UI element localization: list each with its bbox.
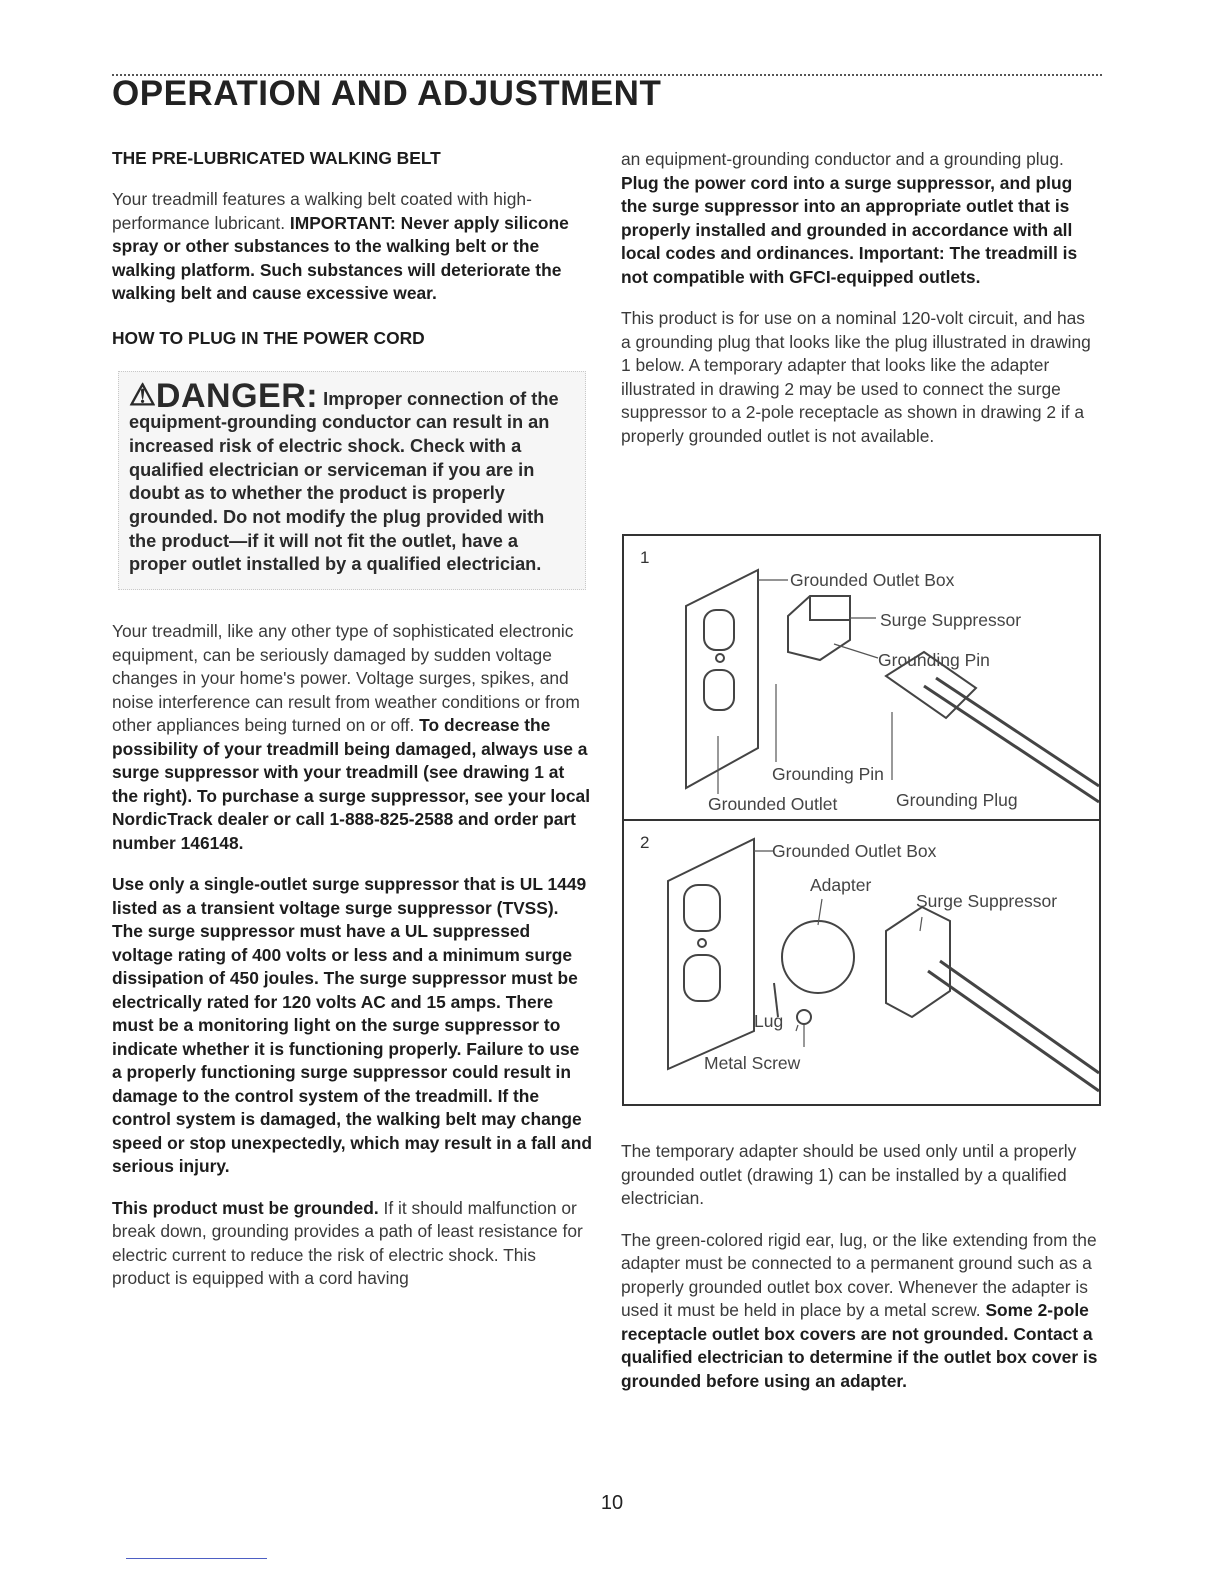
- grounding-text: If it should malfunction or break down, grounding provides a path of least resistance for electric current to reduce the risk of electric shock. This product is equipped with a cord having: [112, 1197, 583, 1289]
- page-number: 10: [600, 1492, 624, 1514]
- power-cord: [924, 686, 1099, 802]
- plug-paragraph: [621, 148, 1099, 289]
- power-cord-edge: [936, 678, 1099, 786]
- danger-box: [118, 371, 586, 591]
- drawing-2-number: 2: [640, 833, 650, 852]
- belt-text: Your treadmill features a walking belt coated with high-performance lubricant.: [112, 189, 532, 233]
- surge-suppressor-edge: [810, 596, 850, 620]
- danger-text: Improper connection of the equipment-grounding conductor can result in an increased risk of electric shock. Check with a qualified electrician or serviceman if you are in doubt as to whether the product is properly grounded. Do not modify the plug provided with the product—if it will not fit the outlet, have a proper outlet installed by a qualified electrician.: [129, 388, 559, 575]
- adapter-ground-paragraph: [621, 1229, 1099, 1394]
- cord-heading: HOW TO PLUG IN THE POWER CORD: [112, 327, 425, 348]
- surge-text: Your treadmill, like any other type of sophisticated electronic equipment, can be seriously damaged by sudden voltage changes in your home's power. Voltage surges, spikes, and noise interference can result from weather conditions or from other appliances being turned on or off.: [112, 621, 580, 736]
- outlet-box-plate: [686, 570, 758, 788]
- power-cord-2-edge: [940, 961, 1099, 1073]
- right-column: [621, 148, 1099, 466]
- belt-warning: IMPORTANT: Never apply silicone spray or other substances to the walking belt or the walking platform. Such substances will deteriorate the walking belt and cause excessive wear.: [112, 212, 569, 303]
- label-adapter: Adapter: [810, 875, 872, 895]
- outlet-box-plate-2: [668, 839, 754, 1069]
- leader-pin-top: [834, 644, 878, 658]
- leader-lug: [796, 1025, 798, 1031]
- drawing-2: [624, 819, 1099, 1104]
- surge-instruction: To decrease the possibility of your treadmill being damaged, always use a surge suppressor with your treadmill (see drawing 1 at the right). To purchase a surge suppressor, see your local NordicTrack dealer or call 1-888-825-2588 and order part number 146148.: [112, 715, 591, 853]
- right-column-lower: [621, 1140, 1099, 1411]
- belt-paragraph: [112, 188, 592, 306]
- plug-instruction: Plug the power cord into a surge suppressor, and plug the surge suppressor into an appropriate outlet that is properly installed and grounded in accordance with all local codes and ordinances. Important: The treadmill is not compatible with GFCI-equipped outlets.: [621, 172, 1078, 287]
- grounding-lead: This product must be grounded.: [112, 1197, 379, 1218]
- label-metal-screw: Metal Screw: [704, 1053, 801, 1073]
- circuit-paragraph: This product is for use on a nominal 120-volt circuit, and has a grounding plug that looks like the plug illustrated in drawing 1 below. A temporary adapter that looks like the adapter illustrated in drawing 2 may be used to connect the surge suppressor to a 2-pole receptacle as shown in drawing 2 if a properly grounded outlet is not available.: [621, 308, 1091, 446]
- label-grounding-pin-top: Grounding Pin: [878, 650, 990, 670]
- surge-paragraph: [112, 620, 592, 855]
- label-grounded-outlet-box-2: Grounded Outlet Box: [772, 841, 937, 861]
- adapter-ground-warning: Some 2-pole receptacle outlet box covers are not grounded. Contact a qualified electrician to determine if the outlet box cover is grounded before using an adapter.: [621, 1300, 1098, 1391]
- adapter-ground-text: The green-colored rigid ear, lug, or the like extending from the adapter must be connected to a permanent ground such as a properly grounded outlet box cover. Whenever the adapter is used it must be held in place by a metal screw.: [621, 1229, 1097, 1320]
- label-surge-suppressor: Surge Suppressor: [880, 610, 1022, 630]
- metal-screw-head: [797, 1010, 811, 1024]
- drawing-1-number: 1: [640, 548, 650, 567]
- label-grounding-plug: Grounding Plug: [896, 790, 1018, 810]
- upper-receptacle-2: [684, 885, 720, 931]
- leader-surge-2: [920, 917, 922, 931]
- surge-suppressor-body: [788, 596, 850, 660]
- left-column: [112, 148, 592, 1309]
- drawing-2-illustration: [624, 821, 1099, 1104]
- danger-label: DANGER:: [155, 376, 319, 415]
- warning-triangle-icon: ⚠: [129, 378, 156, 412]
- grounding-paragraph: [112, 1197, 592, 1291]
- suppressor-spec: Use only a single-outlet surge suppressor that is UL 1449 listed as a transient voltage surge suppressor (TVSS). The surge suppressor must have a UL suppressed voltage rating of 400 volts or less and a minimum surge dissipation of 450 joules. The surge suppressor must be electrically rated for 120 volts AC and 15 amps. There must be a monitoring light on the surge suppressor to indicate whether it is functioning properly. Failure to use a properly functioning surge suppressor could result in damage to the control system of the treadmill. If the control system is damaged, the walking belt may change speed or stop unexpectedly, which may result in a fall and serious injury.: [112, 874, 592, 1177]
- outlet-screw: [716, 654, 724, 662]
- label-grounded-outlet-box: Grounded Outlet Box: [790, 570, 955, 590]
- plug-text: an equipment-grounding conductor and a grounding plug.: [621, 149, 1064, 169]
- drawings-frame: [622, 534, 1101, 1106]
- adapter-body: [782, 921, 854, 993]
- label-lug: Lug: [754, 1011, 784, 1031]
- drawing-1: [624, 536, 1099, 819]
- footer-line: [126, 1558, 267, 1559]
- power-cord-2: [928, 971, 1099, 1091]
- upper-receptacle: [704, 610, 734, 650]
- lower-receptacle: [704, 670, 734, 710]
- label-surge-suppressor-2: Surge Suppressor: [916, 891, 1058, 911]
- label-grounded-outlet: Grounded Outlet: [708, 794, 838, 814]
- page-title: OPERATION AND ADJUSTMENT: [112, 74, 662, 113]
- adapter-temporary-paragraph: The temporary adapter should be used only until a properly grounded outlet (drawing 1) can be installed by a qualified electrician.: [621, 1141, 1077, 1208]
- label-grounding-pin-bottom: Grounding Pin: [772, 764, 884, 784]
- lower-receptacle-2: [684, 955, 720, 1001]
- suppressor-spec-paragraph: [112, 873, 592, 1179]
- outlet-screw-2: [698, 939, 706, 947]
- belt-heading: THE PRE-LUBRICATED WALKING BELT: [112, 148, 441, 168]
